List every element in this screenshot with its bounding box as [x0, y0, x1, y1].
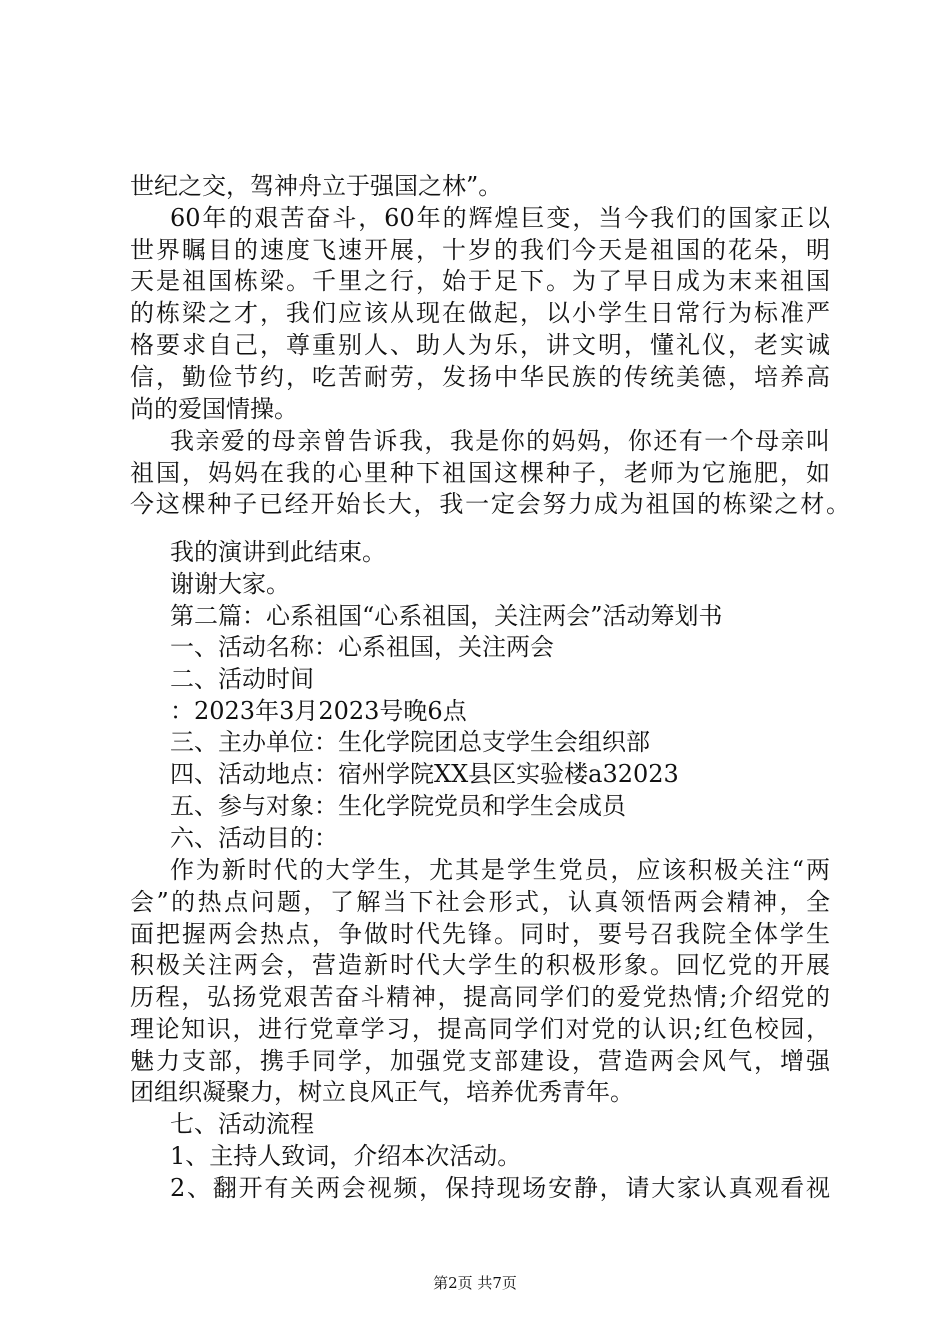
section-title: 第二篇：心系祖国“心系祖国，关注两会”活动筹划书 [170, 602, 723, 630]
text-line: 历程，弘扬党艰苦奋斗精神，提高同学们的爱党热情;介绍党的 [130, 983, 830, 1011]
text-line: 二、活动时间 [170, 665, 314, 693]
text-line: 理论知识，进行党章学习，提高同学们对党的认识;红色校园， [130, 1015, 830, 1043]
text-line: 的栋梁之才，我们应该从现在做起，以小学生日常行为标准严 [130, 299, 830, 327]
text-line: 作为新时代的大学生，尤其是学生党员，应该积极关注“两 [170, 856, 830, 884]
text-line: 我亲爱的母亲曾告诉我，我是你的妈妈，你还有一个母亲叫 [170, 427, 830, 455]
text-line: 60年的艰苦奋斗，60年的辉煌巨变，当今我们的国家正以 [170, 204, 830, 232]
text-line: 积极关注两会，营造新时代大学生的积极形象。回忆党的开展 [130, 951, 830, 979]
text-line: ：2023年3月2023号晚6点 [170, 697, 467, 725]
text-line: 七、活动流程 [170, 1110, 314, 1138]
text-line: 信，勤俭节约，吃苦耐劳，发扬中华民族的传统美德，培养高 [130, 363, 830, 391]
text-line: 会”的热点问题，了解当下社会形式，认真领悟两会精神，全 [130, 888, 830, 916]
text-line: 谢谢大家。 [170, 570, 290, 598]
text-line: 一、活动名称：心系祖国，关注两会 [170, 633, 554, 661]
text-line: 六、活动目的： [170, 824, 338, 852]
text-line: 三、主办单位：生化学院团总支学生会组织部 [170, 728, 650, 756]
text-line: 世纪之交，驾神舟立于强国之林”。 [130, 172, 503, 200]
page-footer: 第2页 共7页 [433, 1274, 517, 1292]
text-line: 面把握两会热点，争做时代先锋。同时，要号召我院全体学生 [130, 920, 830, 948]
text-line: 四、活动地点：宿州学院XX县区实验楼a32023 [170, 760, 679, 788]
text-line: 魅力支部，携手同学，加强党支部建设，营造两会风气，增强 [130, 1047, 830, 1075]
text-line: 尚的爱国情操。 [130, 395, 298, 423]
text-line: 1、主持人致词，介绍本次活动。 [170, 1142, 522, 1170]
text-line: 今这棵种子已经开始长大，我一定会努力成为祖国的栋梁之材。 [130, 490, 850, 518]
text-line: 团组织凝聚力，树立良风正气，培养优秀青年。 [130, 1078, 634, 1106]
text-line: 世界瞩目的速度飞速开展，十岁的我们今天是祖国的花朵，明 [130, 236, 830, 264]
text-line: 祖国，妈妈在我的心里种下祖国这棵种子，老师为它施肥，如 [130, 459, 830, 487]
text-line: 我的演讲到此结束。 [170, 538, 386, 566]
text-line: 2、翻开有关两会视频，保持现场安静，请大家认真观看视 [170, 1174, 830, 1202]
text-line: 五、参与对象：生化学院党员和学生会成员 [170, 792, 626, 820]
text-line: 格要求自己，尊重别人、助人为乐，讲文明，懂礼仪，老实诚 [130, 331, 830, 359]
text-line: 天是祖国栋梁。千里之行，始于足下。为了早日成为末来祖国 [130, 267, 830, 295]
